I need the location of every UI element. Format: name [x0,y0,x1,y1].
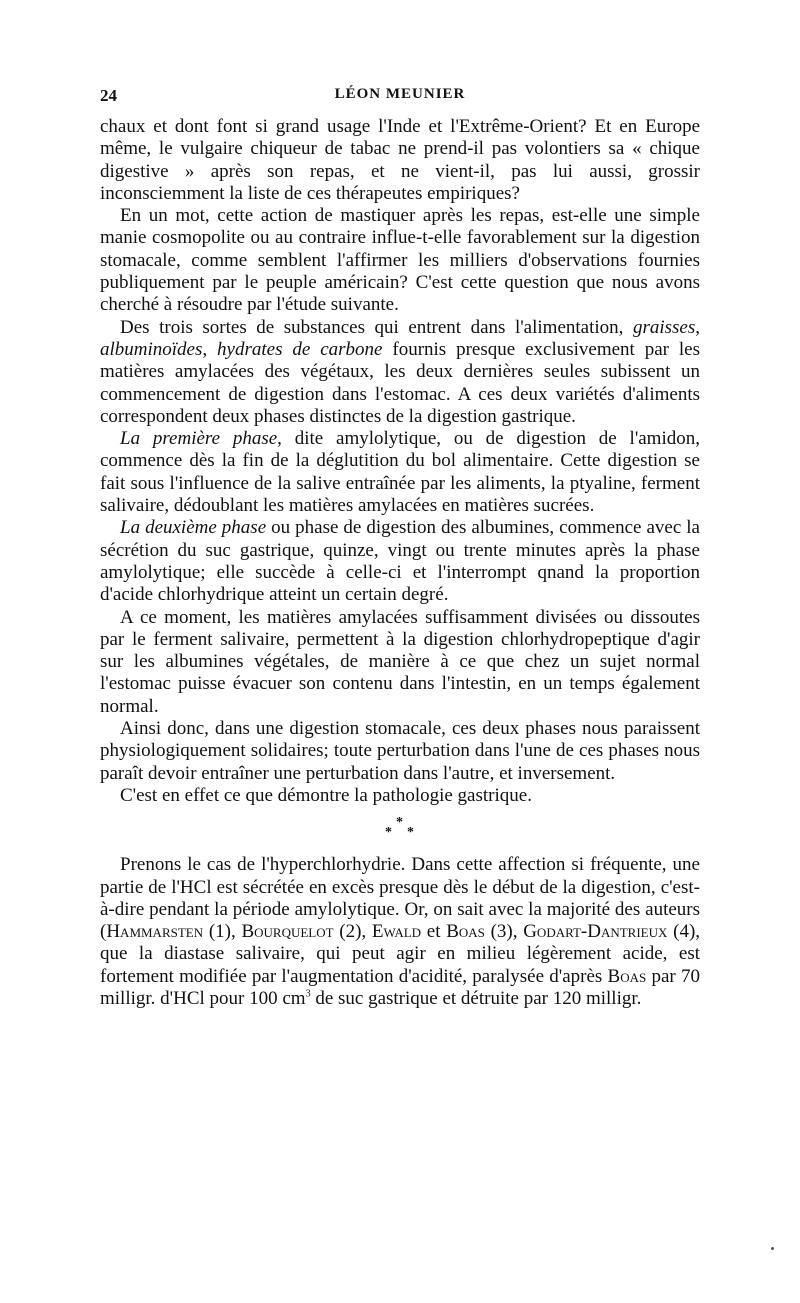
text-run: ou phase de digestion des albumines, commence avec la sécrétion du suc gastrique, quinze, vingt ou trente minutes après la phase amylolytique; elle succède à celle-ci et l'interrompt qnand la proportion d'acide chlorhydrique atteint un certain degré. [100,517,700,606]
text-run: de suc gastrique et détruite par 120 milligr. [310,987,642,1009]
asterisk-icon: * [396,815,403,831]
page-header [100,86,700,108]
italic-term: albuminoïdes, hydrates de carbone [100,338,383,360]
author-name: Boas [446,921,485,943]
asterisk-icon: * [385,825,392,841]
page-body [100,116,700,1010]
text-run: , dite amylolytique, ou de digestion de l'amidon, commence dès la fin de la déglutition du bol alimentaire. Cette digestion se fait sous l'influence de la salive entraînée par les aliments, la ptyaline, ferment salivaire, dédoublant les matières amylacées en matières sucrées. [100,428,700,517]
text-run: Des trois sortes de substances qui entrent dans l'alimentation, [120,316,633,338]
text-run: fournis presque exclusivement par les matières amylacées des végétaux, les deux dernières seules subissent un commencement de digestion dans l'estomac. A ces deux variétés d'aliments correspondent deux phases distinctes de la digestion gastrique. [100,338,700,427]
asterisk-icon: * [407,825,414,841]
paragraph-8: C'est en effet ce que démontre la pathologie gastrique. [120,784,532,806]
author-name: Hammarsten [106,921,204,943]
superscript: 3 [305,988,311,1000]
text-run: et [421,921,447,943]
italic-term: La deuxième phase [120,517,267,539]
section-break-asterism [370,816,430,846]
author-name: Boas [607,965,647,987]
text-run: par 70 milligr. d'HCl pour 100 cm [100,965,700,1009]
text-run: (4), que la diastase salivaire, qui peut agir en milieu légèrement acide, est fortement modifiée par l'augmentation d'acidité, paralysée d'après [100,921,701,987]
paragraph-1: chaux et dont font si grand usage l'Inde et l'Extrême-Orient? Et en Europe même, le vulgaire chiqueur de tabac ne prend-il pas volontiers sa « chique digestive » après son repas, et ne vient-il, pas lui aussi, grossir inconsciemment la liste de ces thérapeutes empiriques? [100,116,700,204]
scan-speck [771,1247,774,1250]
italic-term: graisses [632,316,696,338]
paragraph-4 [100,428,700,517]
paragraph-7: Ainsi donc, dans une digestion stomacale, ces deux phases nous paraissent physiologiquement solidaires; toute perturbation dans l'une de ces phases nous paraît devoir entraîner une perturbation dans l'autre, et inversement. [100,718,700,784]
text-run: , [695,316,700,338]
text-run: (1), [203,921,242,943]
paragraph-2: En un mot, cette action de mastiquer après les repas, est-elle une simple manie cosmopolite ou au contraire influe-t-elle favorablement sur la digestion stomacale, comme semblent l'affirmer les milliers d'observations fournies publiquement par le peuple américain? C'est cette question que nous avons cherché à résoudre par l'étude suivante. [100,205,700,316]
paragraph-6: A ce moment, les matières amylacées suffisamment divisées ou dissoutes par le ferment salivaire, permettent à la digestion chlorhydropeptique d'agir sur les albumines végétales, de manière à ce que chez un sujet normal l'estomac puisse évacuer son contenu dans l'intestin, en un temps également normal. [100,606,700,717]
author-name: Ewald [371,921,422,943]
page-number: 24 [100,86,117,105]
running-title: LÉON MEUNIER [334,86,466,102]
author-name: Godart-Dantrieux [523,921,668,943]
text-run: Prenons le cas de l'hyperchlorhydrie. Dans cette affection si fréquente, une partie de l'HCl est sécrétée en excès presque dès le début de la digestion, c'est-à-dire pendant la période amylolytique. Or, on sait avec la majorité des auteurs ( [100,854,700,943]
paragraph-5 [100,517,700,606]
paragraph-9 [100,854,700,1010]
text-run: (3), [484,921,524,943]
author-name: Bourquelot [241,921,334,943]
text-run: (2), [333,921,372,943]
italic-term: La première phase [120,428,278,450]
paragraph-3 [100,317,700,428]
